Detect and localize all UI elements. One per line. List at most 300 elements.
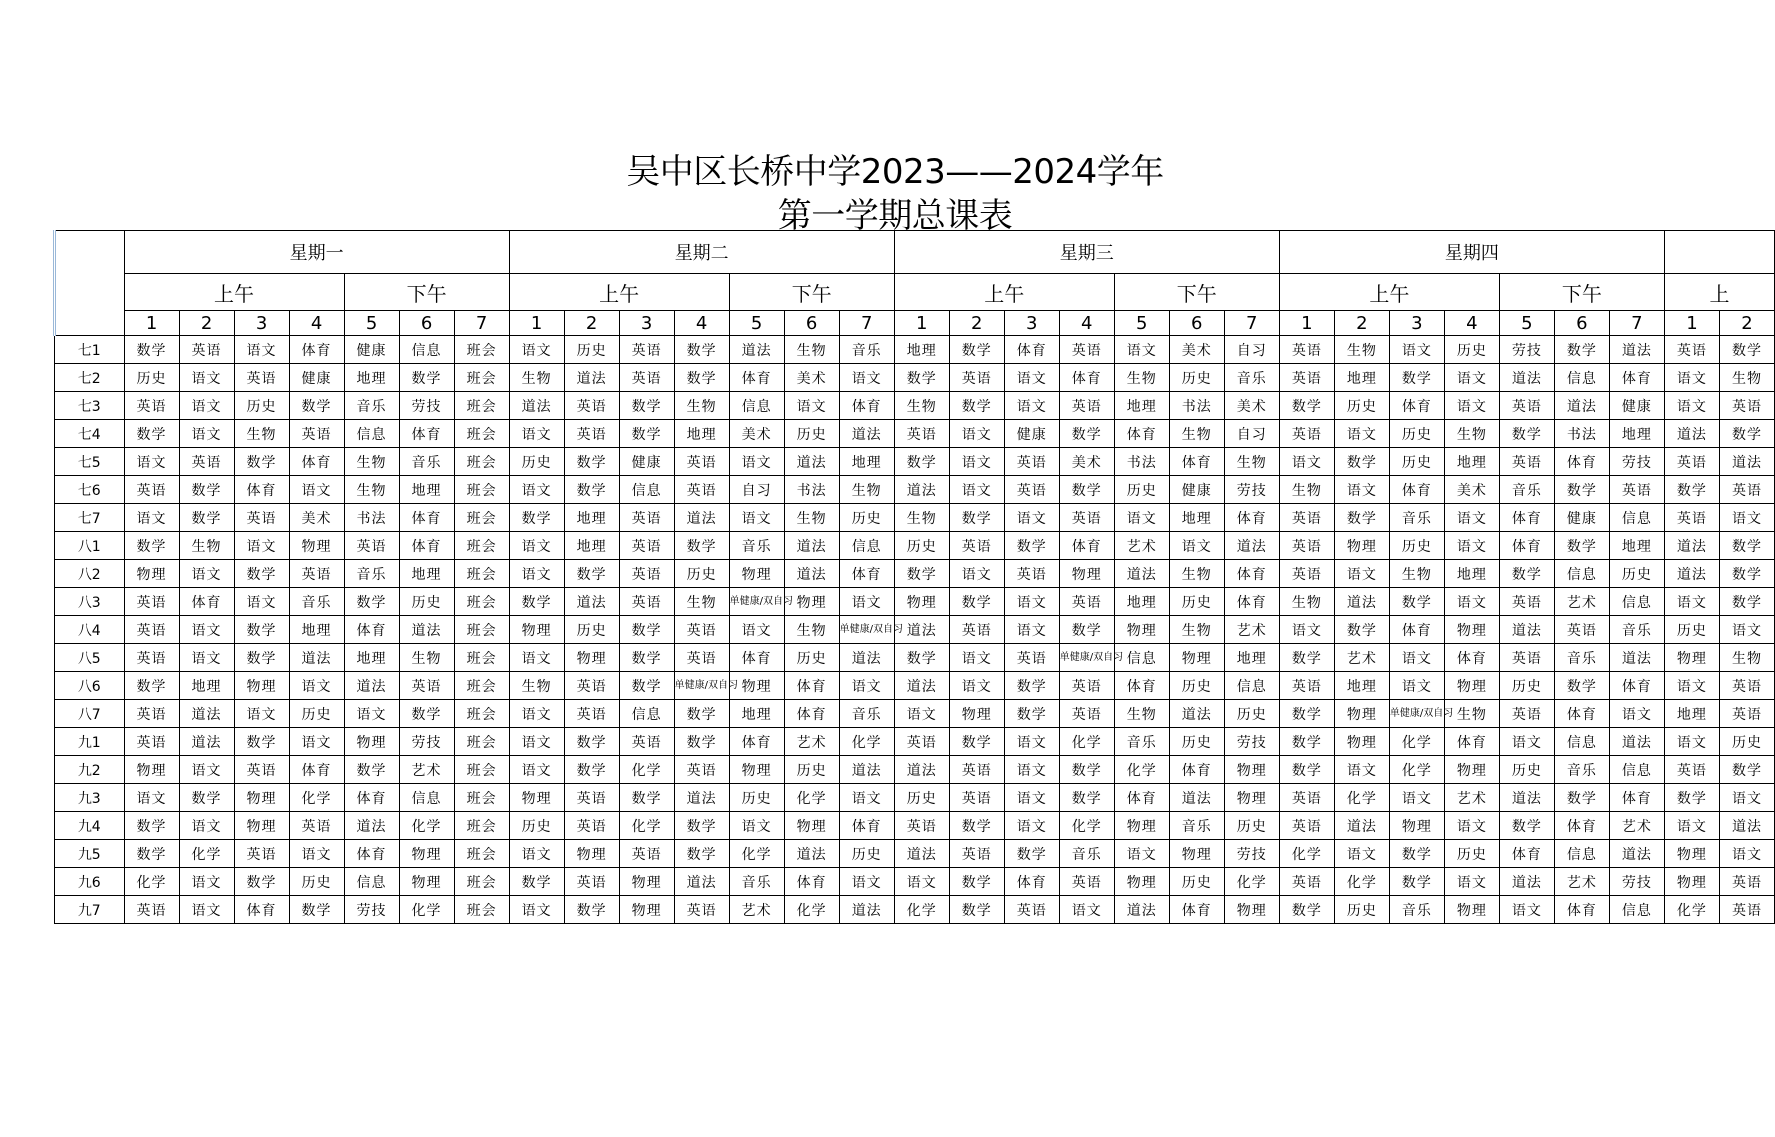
subject-cell: 英语	[674, 616, 729, 644]
subject-cell: 艺术	[1609, 812, 1664, 840]
subject-cell: 道法	[894, 616, 949, 644]
table-row	[55, 392, 1775, 420]
subject-cell: 数学	[1334, 504, 1389, 532]
subject-cell: 数学	[894, 560, 949, 588]
subject-cell: 物理	[1334, 700, 1389, 728]
subject-cell: 物理	[1389, 812, 1444, 840]
subject-cell: 道法	[674, 504, 729, 532]
subject-cell: 英语	[1004, 448, 1059, 476]
subject-cell: 艺术	[399, 756, 454, 784]
subject-cell: 英语	[564, 392, 619, 420]
subject-cell: 班会	[454, 476, 509, 504]
subject-cell: 数学	[564, 756, 619, 784]
subject-cell: 艺术	[1114, 532, 1169, 560]
subject-cell: 体育	[839, 812, 894, 840]
subject-cell: 地理	[344, 644, 399, 672]
subject-cell: 道法	[344, 812, 399, 840]
subject-cell: 英语	[564, 672, 619, 700]
subject-cell: 体育	[1609, 784, 1664, 812]
subject-cell: 语文	[839, 868, 894, 896]
subject-cell: 语文	[1334, 560, 1389, 588]
subject-cell: 生物	[399, 644, 454, 672]
subject-cell: 化学	[839, 728, 894, 756]
subject-cell: 道法	[1169, 784, 1224, 812]
subject-cell: 道法	[894, 840, 949, 868]
subject-cell: 艺术	[1224, 616, 1279, 644]
subject-cell: 物理	[894, 588, 949, 616]
subject-cell: 道法	[1719, 448, 1774, 476]
subject-cell: 生物	[784, 616, 839, 644]
subject-cell: 数学	[1279, 644, 1334, 672]
subject-cell: 英语	[124, 476, 179, 504]
table-row	[55, 560, 1775, 588]
subject-cell: 道法	[1664, 532, 1719, 560]
subject-cell: 语文	[1389, 672, 1444, 700]
subject-cell: 语文	[1444, 392, 1499, 420]
period-number: 2	[1334, 311, 1389, 336]
table-row	[55, 588, 1775, 616]
subject-cell: 数学	[344, 756, 399, 784]
subject-cell: 语文	[509, 476, 564, 504]
subject-cell: 英语	[564, 812, 619, 840]
subject-cell: 班会	[454, 728, 509, 756]
subject-cell: 音乐	[1389, 896, 1444, 924]
subject-cell: 数学	[1279, 896, 1334, 924]
subject-cell: 地理	[399, 476, 454, 504]
subject-cell: 生物	[1719, 364, 1774, 392]
subject-cell: 数学	[124, 812, 179, 840]
subject-cell: 历史	[1224, 812, 1279, 840]
subject-cell: 体育	[1004, 336, 1059, 364]
subject-cell: 物理	[784, 812, 839, 840]
subject-cell: 体育	[1224, 560, 1279, 588]
subject-cell: 物理	[564, 644, 619, 672]
subject-cell: 数学	[674, 532, 729, 560]
subject-cell: 语文	[1279, 616, 1334, 644]
subject-cell: 英语	[1279, 868, 1334, 896]
subject-cell: 道法	[839, 896, 894, 924]
subject-cell: 信息	[1609, 588, 1664, 616]
subject-cell: 数学	[1499, 812, 1554, 840]
subject-cell: 体育	[1499, 840, 1554, 868]
subject-cell: 数学	[1059, 616, 1114, 644]
subject-cell: 道法	[674, 868, 729, 896]
subject-cell: 英语	[1279, 532, 1334, 560]
subject-cell: 英语	[619, 840, 674, 868]
subject-cell: 体育	[839, 560, 894, 588]
table-row	[55, 672, 1775, 700]
class-name: 八1	[55, 532, 125, 560]
subject-cell: 艺术	[1554, 868, 1609, 896]
subject-cell: 劳技	[1224, 728, 1279, 756]
subject-cell: 语文	[179, 644, 234, 672]
subject-cell: 语文	[234, 336, 289, 364]
period-number: 7	[839, 311, 894, 336]
subject-cell: 数学	[564, 476, 619, 504]
subject-cell: 道法	[894, 672, 949, 700]
subject-cell: 书法	[784, 476, 839, 504]
subject-cell: 数学	[619, 672, 674, 700]
subject-cell: 英语	[234, 364, 289, 392]
subject-cell: 英语	[949, 840, 1004, 868]
subject-cell: 健康	[1169, 476, 1224, 504]
class-name: 七5	[55, 448, 125, 476]
subject-cell: 音乐	[1609, 616, 1664, 644]
subject-cell: 数学	[124, 672, 179, 700]
subject-cell: 班会	[454, 644, 509, 672]
subject-cell: 物理	[1059, 560, 1114, 588]
subject-cell: 英语	[564, 868, 619, 896]
subject-cell: 数学	[344, 588, 399, 616]
subject-cell: 英语	[1664, 448, 1719, 476]
table-row	[55, 812, 1775, 840]
subject-cell: 体育	[1389, 392, 1444, 420]
subject-cell: 数学	[894, 364, 949, 392]
document-title	[560, 150, 1230, 238]
subject-cell: 道法	[729, 336, 784, 364]
subject-cell: 数学	[289, 896, 344, 924]
subject-cell: 信息	[619, 476, 674, 504]
subject-cell: 物理	[399, 840, 454, 868]
subject-cell: 英语	[1279, 420, 1334, 448]
subject-cell: 英语	[1059, 392, 1114, 420]
subject-cell: 体育	[784, 868, 839, 896]
subject-cell: 道法	[289, 644, 344, 672]
subject-cell: 劳技	[399, 728, 454, 756]
subject-cell: 英语	[1004, 896, 1059, 924]
subject-cell: 化学	[289, 784, 344, 812]
subject-cell: 道法	[784, 560, 839, 588]
subject-cell: 生物	[784, 336, 839, 364]
subject-cell: 物理	[234, 672, 289, 700]
subject-cell: 语文	[949, 448, 1004, 476]
subject-cell: 化学	[1224, 868, 1279, 896]
subject-cell: 体育	[1114, 784, 1169, 812]
subject-cell: 数学	[1279, 756, 1334, 784]
subject-cell: 英语	[1279, 336, 1334, 364]
half-day-header-row	[55, 274, 1775, 311]
subject-cell: 语文	[234, 700, 289, 728]
subject-cell: 语文	[289, 672, 344, 700]
subject-cell: 语文	[894, 868, 949, 896]
subject-cell: 英语	[674, 756, 729, 784]
subject-cell: 语文	[1444, 868, 1499, 896]
subject-cell: 英语	[619, 364, 674, 392]
subject-cell: 物理	[729, 560, 784, 588]
subject-cell: 化学	[619, 756, 674, 784]
subject-cell: 语文	[1114, 504, 1169, 532]
subject-cell: 历史	[564, 616, 619, 644]
subject-cell: 数学	[124, 336, 179, 364]
subject-cell: 体育	[729, 364, 784, 392]
subject-cell: 语文	[1114, 336, 1169, 364]
subject-cell: 英语	[949, 364, 1004, 392]
day-header: 星期三	[894, 231, 1279, 274]
table-row	[55, 336, 1775, 364]
subject-cell: 历史	[1444, 840, 1499, 868]
period-number: 2	[564, 311, 619, 336]
subject-cell: 数学	[124, 532, 179, 560]
subject-cell: 数学	[1279, 700, 1334, 728]
subject-cell: 语文	[1334, 476, 1389, 504]
subject-cell: 班会	[454, 700, 509, 728]
subject-cell: 道法	[344, 672, 399, 700]
subject-cell: 英语	[124, 728, 179, 756]
class-name: 九6	[55, 868, 125, 896]
subject-cell: 语文	[1004, 728, 1059, 756]
subject-cell: 生物	[509, 364, 564, 392]
subject-cell: 物理	[1114, 812, 1169, 840]
subject-cell: 物理	[1334, 532, 1389, 560]
subject-cell: 体育	[1499, 532, 1554, 560]
subject-cell: 英语	[1664, 336, 1719, 364]
class-name: 九2	[55, 756, 125, 784]
subject-cell: 生物	[1389, 560, 1444, 588]
table-row	[55, 448, 1775, 476]
subject-cell: 语文	[1664, 812, 1719, 840]
subject-cell: 物理	[1444, 896, 1499, 924]
period-number: 6	[784, 311, 839, 336]
subject-cell: 英语	[564, 700, 619, 728]
subject-cell: 道法	[784, 532, 839, 560]
subject-cell: 劳技	[344, 896, 399, 924]
subject-cell: 英语	[1719, 896, 1774, 924]
subject-cell: 地理	[564, 504, 619, 532]
subject-cell: 生物	[784, 504, 839, 532]
subject-cell: 数学	[1059, 476, 1114, 504]
subject-cell: 英语	[949, 784, 1004, 812]
subject-cell: 美术	[289, 504, 344, 532]
subject-cell: 数学	[179, 476, 234, 504]
subject-cell: 英语	[1554, 616, 1609, 644]
subject-cell: 物理	[1664, 868, 1719, 896]
subject-cell: 劳技	[1499, 336, 1554, 364]
subject-cell: 劳技	[1609, 868, 1664, 896]
subject-cell: 英语	[289, 812, 344, 840]
subject-cell: 语文	[1279, 448, 1334, 476]
subject-cell: 英语	[234, 756, 289, 784]
subject-cell: 美术	[784, 364, 839, 392]
subject-cell: 英语	[344, 532, 399, 560]
subject-cell: 语文	[179, 392, 234, 420]
subject-cell: 单健康/双自习	[729, 588, 784, 616]
subject-cell: 地理	[729, 700, 784, 728]
subject-cell: 物理	[1224, 756, 1279, 784]
subject-cell: 英语	[674, 896, 729, 924]
subject-cell: 英语	[289, 560, 344, 588]
subject-cell: 数学	[1554, 672, 1609, 700]
subject-cell: 道法	[179, 728, 234, 756]
subject-cell: 语文	[1004, 364, 1059, 392]
subject-cell: 数学	[1004, 532, 1059, 560]
subject-cell: 语文	[1004, 392, 1059, 420]
subject-cell: 英语	[1279, 560, 1334, 588]
subject-cell: 数学	[234, 868, 289, 896]
subject-cell: 体育	[1004, 868, 1059, 896]
table-row	[55, 364, 1775, 392]
title-line-2: 第一学期总课表	[777, 196, 1013, 236]
table-row	[55, 784, 1775, 812]
table-row	[55, 504, 1775, 532]
day-header: 星期四	[1279, 231, 1664, 274]
subject-cell: 数学	[1004, 672, 1059, 700]
period-number: 5	[344, 311, 399, 336]
period-number: 4	[289, 311, 344, 336]
subject-cell: 语文	[894, 700, 949, 728]
table-row	[55, 728, 1775, 756]
subject-cell: 数学	[124, 840, 179, 868]
subject-cell: 地理	[399, 560, 454, 588]
corner-cell	[55, 231, 125, 336]
subject-cell: 地理	[1609, 420, 1664, 448]
period-number: 6	[1169, 311, 1224, 336]
subject-cell: 艺术	[1444, 784, 1499, 812]
subject-cell: 化学	[1389, 756, 1444, 784]
subject-cell: 化学	[784, 784, 839, 812]
period-number: 2	[949, 311, 1004, 336]
subject-cell: 数学	[1004, 840, 1059, 868]
subject-cell: 生物	[894, 504, 949, 532]
subject-cell: 语文	[1609, 700, 1664, 728]
subject-cell: 生物	[894, 392, 949, 420]
period-number: 1	[894, 311, 949, 336]
subject-cell: 体育	[179, 588, 234, 616]
subject-cell: 语文	[1389, 644, 1444, 672]
subject-cell: 语文	[344, 700, 399, 728]
subject-cell: 历史	[289, 700, 344, 728]
subject-cell: 数学	[894, 644, 949, 672]
subject-cell: 美术	[1444, 476, 1499, 504]
subject-cell: 道法	[839, 420, 894, 448]
subject-cell: 化学	[399, 812, 454, 840]
subject-cell: 英语	[179, 448, 234, 476]
subject-cell: 语文	[509, 644, 564, 672]
subject-cell: 音乐	[399, 448, 454, 476]
subject-cell: 历史	[674, 560, 729, 588]
subject-cell: 地理	[344, 364, 399, 392]
subject-cell: 语文	[289, 476, 344, 504]
subject-cell: 地理	[839, 448, 894, 476]
subject-cell: 英语	[1664, 756, 1719, 784]
subject-cell: 生物	[1719, 644, 1774, 672]
subject-cell: 英语	[234, 840, 289, 868]
subject-cell: 地理	[1334, 672, 1389, 700]
subject-cell: 道法	[1499, 364, 1554, 392]
class-name: 七7	[55, 504, 125, 532]
class-name: 七1	[55, 336, 125, 364]
subject-cell: 班会	[454, 504, 509, 532]
subject-cell: 体育	[1059, 364, 1114, 392]
subject-cell: 生物	[179, 532, 234, 560]
subject-cell: 语文	[839, 672, 894, 700]
subject-cell: 语文	[179, 560, 234, 588]
subject-cell: 地理	[1334, 364, 1389, 392]
subject-cell: 语文	[234, 532, 289, 560]
subject-cell: 语文	[1664, 364, 1719, 392]
subject-cell: 物理	[1114, 616, 1169, 644]
subject-cell: 英语	[124, 896, 179, 924]
subject-cell: 历史	[1499, 672, 1554, 700]
period-number: 4	[1059, 311, 1114, 336]
subject-cell: 信息	[1114, 644, 1169, 672]
subject-cell: 艺术	[1334, 644, 1389, 672]
subject-cell: 英语	[124, 588, 179, 616]
subject-cell: 物理	[124, 756, 179, 784]
class-name: 八2	[55, 560, 125, 588]
subject-cell: 道法	[894, 476, 949, 504]
subject-cell: 体育	[399, 532, 454, 560]
subject-cell: 英语	[1719, 868, 1774, 896]
subject-cell: 道法	[839, 756, 894, 784]
subject-cell: 数学	[674, 700, 729, 728]
afternoon-header: 下午	[729, 274, 894, 311]
subject-cell: 语文	[124, 448, 179, 476]
subject-cell: 健康	[344, 336, 399, 364]
subject-cell: 语文	[1664, 672, 1719, 700]
subject-cell: 语文	[1719, 784, 1774, 812]
subject-cell: 语文	[839, 588, 894, 616]
subject-cell: 体育	[784, 672, 839, 700]
period-number: 6	[399, 311, 454, 336]
subject-cell: 数学	[894, 448, 949, 476]
schedule-viewport[interactable]	[53, 230, 1762, 934]
subject-cell: 数学	[674, 336, 729, 364]
subject-cell: 物理	[1169, 840, 1224, 868]
subject-cell: 化学	[399, 896, 454, 924]
subject-cell: 英语	[564, 420, 619, 448]
subject-cell: 体育	[1444, 644, 1499, 672]
subject-cell: 音乐	[1114, 728, 1169, 756]
subject-cell: 英语	[1059, 504, 1114, 532]
subject-cell: 道法	[399, 616, 454, 644]
title-line-1: 吴中区长桥中学2023——2024学年	[626, 152, 1164, 192]
subject-cell: 体育	[1114, 672, 1169, 700]
table-row	[55, 476, 1775, 504]
subject-cell: 语文	[509, 560, 564, 588]
subject-cell: 英语	[124, 392, 179, 420]
subject-cell: 语文	[509, 532, 564, 560]
subject-cell: 地理	[179, 672, 234, 700]
subject-cell: 书法	[344, 504, 399, 532]
subject-cell: 体育	[344, 784, 399, 812]
subject-cell: 生物	[1114, 364, 1169, 392]
subject-cell: 数学	[234, 728, 289, 756]
subject-cell: 英语	[1059, 588, 1114, 616]
subject-cell: 班会	[454, 532, 509, 560]
subject-cell: 美术	[1169, 336, 1224, 364]
subject-cell: 体育	[399, 504, 454, 532]
subject-cell: 英语	[1279, 812, 1334, 840]
subject-cell: 体育	[1059, 532, 1114, 560]
class-name: 八4	[55, 616, 125, 644]
subject-cell: 信息	[344, 868, 399, 896]
subject-cell: 语文	[1444, 504, 1499, 532]
subject-cell: 语文	[509, 756, 564, 784]
subject-cell: 语文	[1004, 504, 1059, 532]
subject-cell: 英语	[619, 504, 674, 532]
subject-cell: 语文	[729, 448, 784, 476]
period-number: 7	[1609, 311, 1664, 336]
subject-cell: 语文	[1719, 840, 1774, 868]
subject-cell: 单健康/双自习	[839, 616, 894, 644]
subject-cell: 体育	[1609, 672, 1664, 700]
subject-cell: 数学	[124, 420, 179, 448]
morning-header: 上午	[509, 274, 729, 311]
subject-cell: 语文	[509, 700, 564, 728]
subject-cell: 数学	[1389, 588, 1444, 616]
subject-cell: 道法	[1169, 700, 1224, 728]
subject-cell: 英语	[1279, 504, 1334, 532]
